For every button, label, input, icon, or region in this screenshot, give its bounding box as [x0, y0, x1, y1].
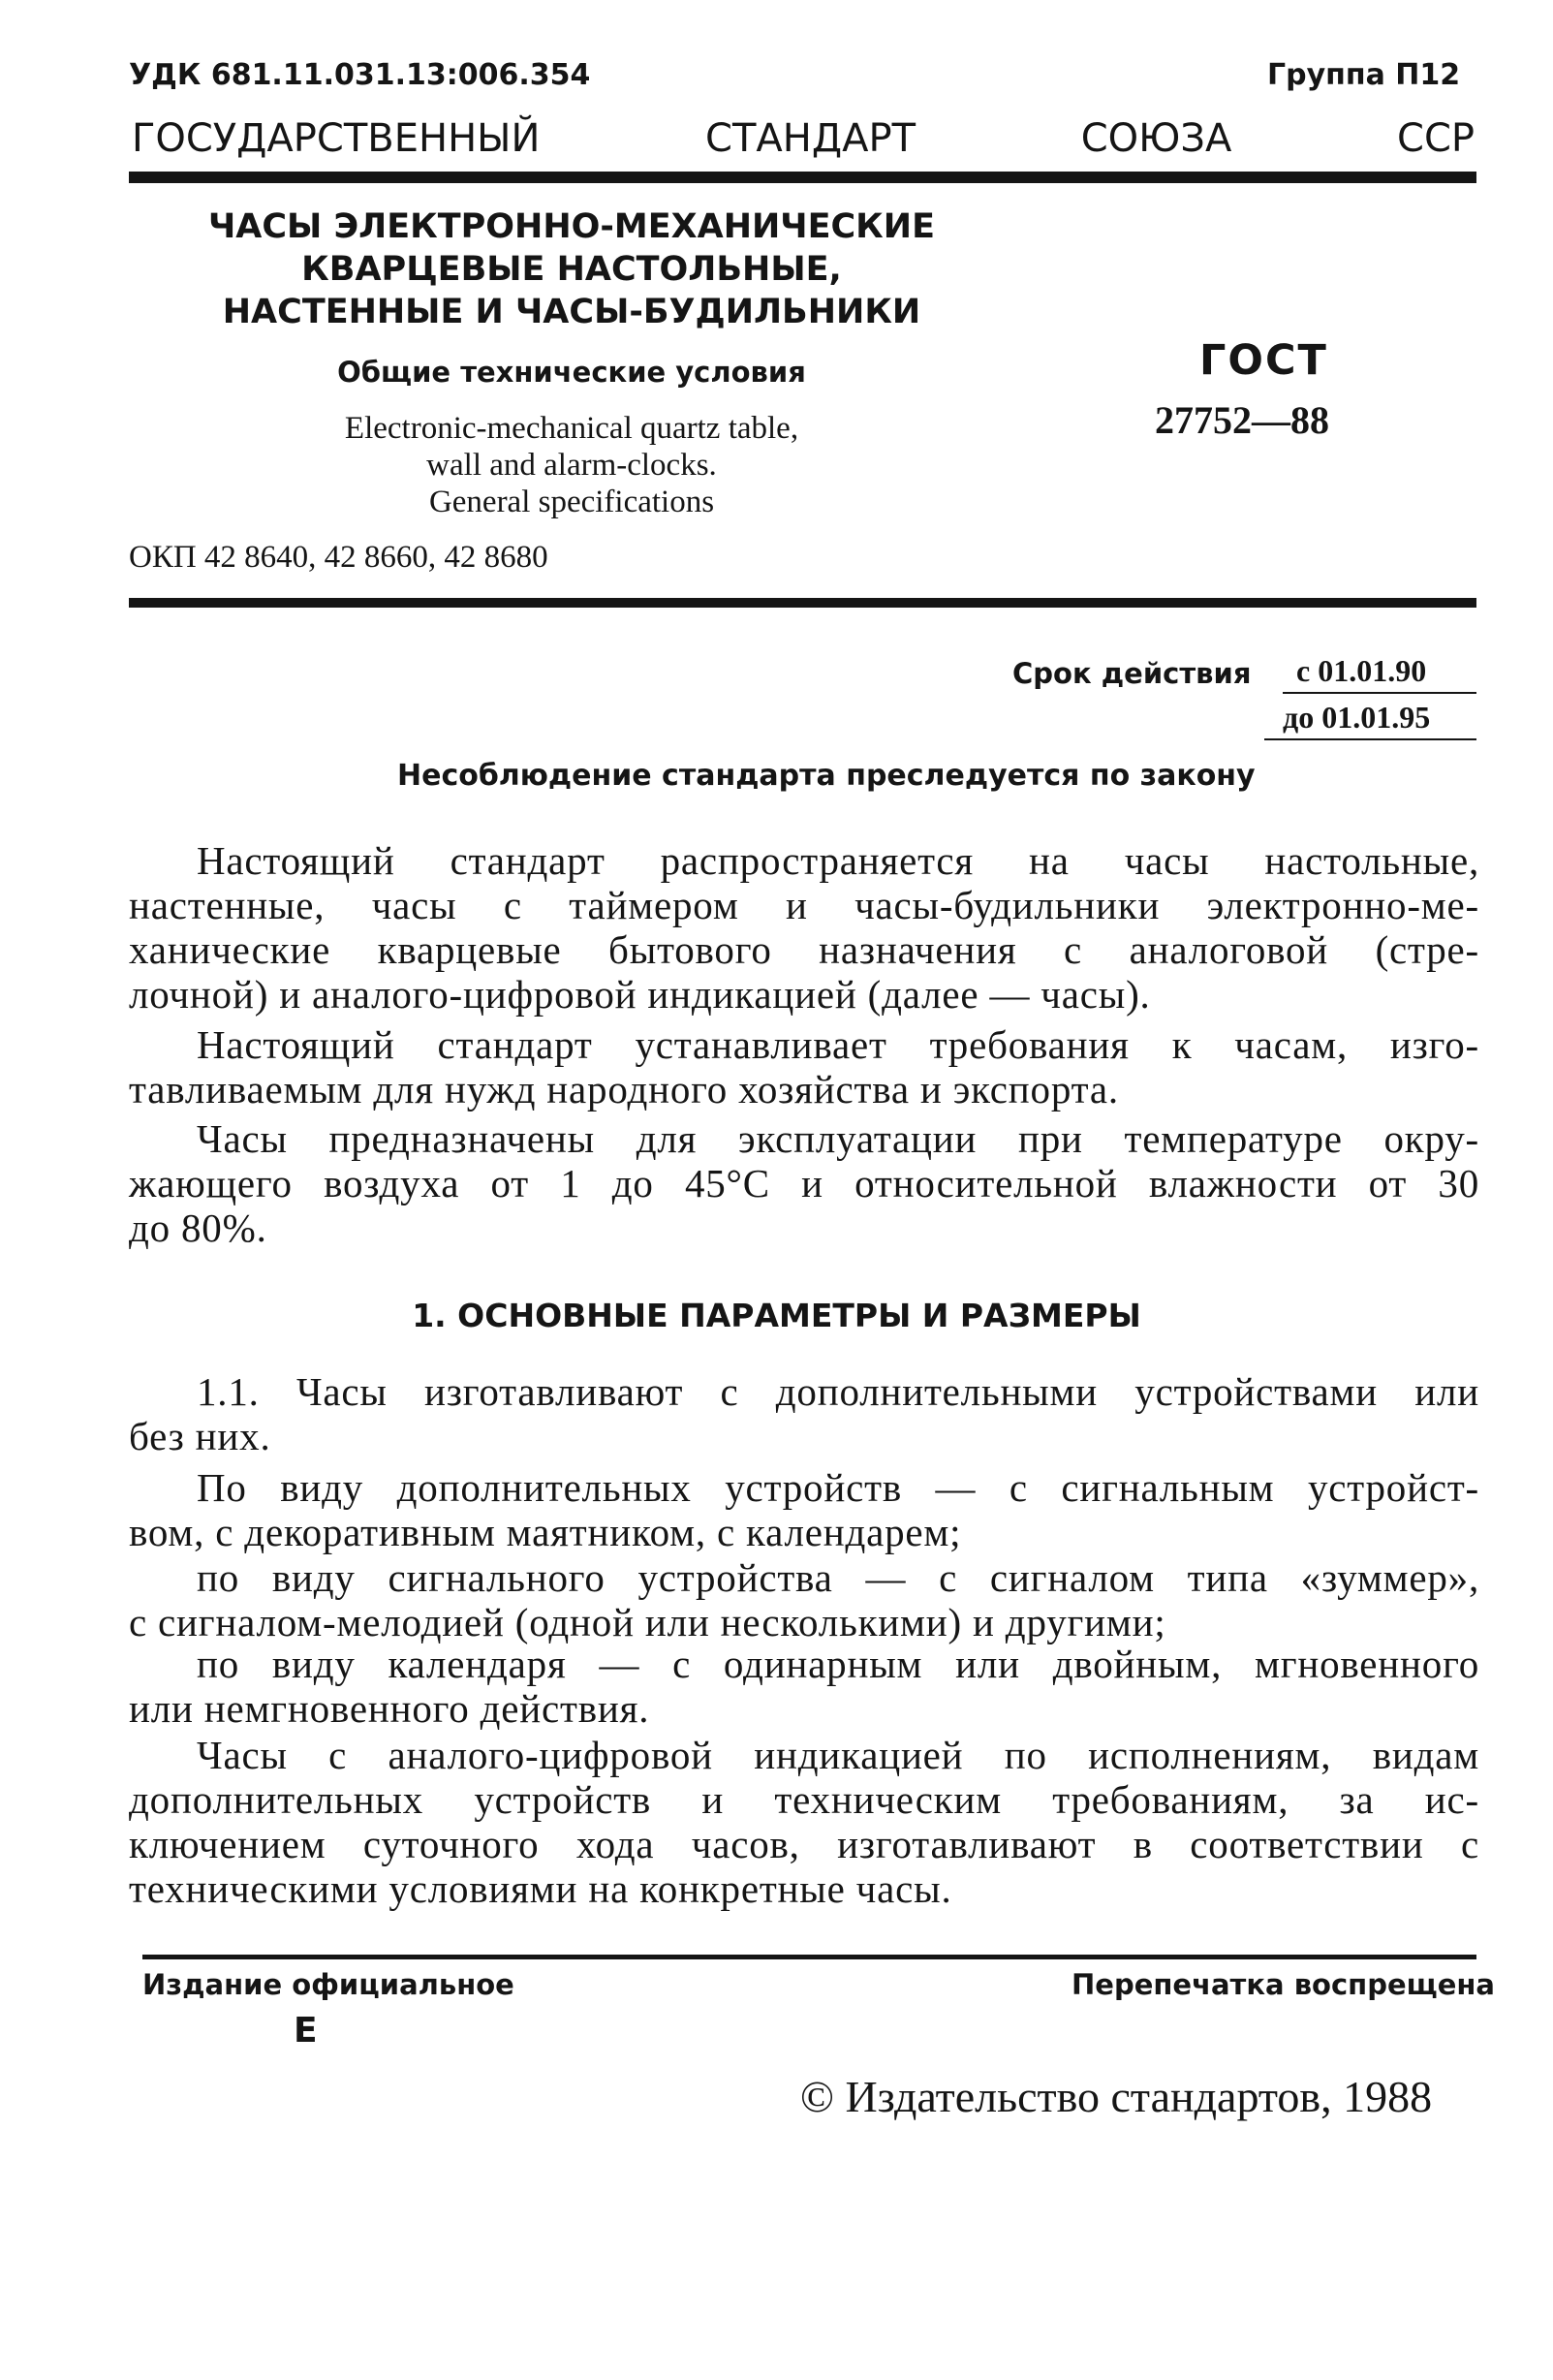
text-line: 1.1. Часы изготавливают с дополнительными устройствами или	[197, 1369, 1479, 1414]
title-line-3: НАСТЕННЫЕ И ЧАСЫ-БУДИЛЬНИКИ	[222, 293, 921, 331]
text-line: тавливаемым для нужд народного хозяйства и экспорта.	[129, 1067, 1119, 1112]
title-line-2: КВАРЦЕВЫЕ НАСТОЛЬНЫЕ,	[301, 250, 842, 289]
udk-code: УДК 681.11.031.13:006.354	[129, 58, 591, 92]
title-block	[194, 205, 949, 333]
subtitle: Общие технические условия	[337, 356, 806, 389]
text-line: техническими условиями на конкретные часы.	[129, 1866, 952, 1911]
validity-underline-1	[1283, 692, 1476, 694]
section1-paragraph-5	[129, 1733, 1479, 1911]
section1-paragraph-3	[129, 1555, 1479, 1644]
text-line: Настоящий стандарт устанавливает требования к часам, изго-	[197, 1022, 1479, 1067]
text-line: По виду дополнительных устройств — с сигнальным устройст-	[197, 1465, 1479, 1510]
validity-underline-2	[1264, 738, 1476, 740]
intro-paragraph-2	[129, 1022, 1479, 1112]
reprint-notice: Перепечатка воспрещена	[1072, 1968, 1495, 2001]
gost-label: ГОСТ	[1199, 336, 1328, 385]
validity-to: до 01.01.95	[1283, 700, 1431, 735]
text-line: ключением суточного хода часов, изготавливают в соответствии с	[129, 1822, 1479, 1866]
english-title	[194, 410, 949, 520]
gost-number: 27752—88	[1155, 398, 1329, 442]
text-line: по виду сигнального устройства — с сигналом типа «зуммер»,	[197, 1555, 1479, 1600]
copyright-notice: © Издательство стандартов, 1988	[800, 2072, 1433, 2121]
intro-paragraph-3	[129, 1116, 1479, 1250]
text-line: Часы с аналого-цифровой индикацией по исполнениям, видам	[197, 1733, 1479, 1777]
text-line: до 80%.	[129, 1206, 267, 1250]
text-line: или немгновенного действия.	[129, 1686, 650, 1731]
english-line-1: Electronic-mechanical quartz table,	[344, 411, 799, 446]
okp-codes: ОКП 42 8640, 42 8660, 42 8680	[129, 540, 548, 575]
header-rule	[129, 172, 1476, 183]
text-line: настенные, часы с таймером и часы-будильники электронно-ме-	[129, 883, 1479, 927]
validity-from: с 01.01.90	[1296, 653, 1427, 688]
section-heading: 1. ОСНОВНЫЕ ПАРАМЕТРЫ И РАЗМЕРЫ	[412, 1297, 1141, 1334]
text-line: с сигналом-мелодией (одной или несколькими) и другими;	[129, 1600, 1166, 1644]
edition-notice: Издание официальное	[142, 1968, 514, 2001]
text-line: вом, с декоративным маятником, с календарем;	[129, 1510, 962, 1554]
validity-label: Срок действия	[1012, 657, 1252, 690]
text-line: лочной) и аналого-цифровой индикацией (далее — часы).	[129, 972, 1151, 1017]
text-line: ханические кварцевые бытового назначения с аналоговой (стре-	[129, 927, 1479, 972]
intro-paragraph-1	[129, 838, 1479, 1017]
text-line: Часы предназначены для эксплуатации при температуре окру-	[197, 1116, 1479, 1161]
section1-paragraph-2	[129, 1465, 1479, 1554]
title-rule	[129, 598, 1476, 608]
text-line: без них.	[129, 1414, 271, 1458]
title-line-1: ЧАСЫ ЭЛЕКТРОННО-МЕХАНИЧЕСКИЕ	[207, 207, 935, 246]
edition-letter: Е	[294, 2011, 318, 2051]
section1-paragraph-1	[129, 1369, 1479, 1458]
text-line: жающего воздуха от 1 до 45°С и относительной влажности от 30	[129, 1161, 1479, 1206]
state-standard-heading: ГОСУДАРСТВЕННЫЙ СТАНДАРТ СОЮЗА ССР	[132, 116, 1475, 161]
legal-notice: Несоблюдение стандарта преследуется по закону	[397, 759, 1256, 793]
footer-rule	[142, 1955, 1476, 1959]
group-code: Группа П12	[1267, 58, 1461, 92]
english-line-2: wall and alarm-clocks.	[426, 448, 717, 483]
section1-paragraph-4	[129, 1642, 1479, 1731]
text-line: Настоящий стандарт распространяется на часы настольные,	[197, 838, 1479, 883]
text-line: по виду календаря — с одинарным или двойным, мгновенного	[197, 1642, 1479, 1686]
text-line: дополнительных устройств и техническим требованиям, за ис-	[129, 1777, 1479, 1822]
english-line-3: General specifications	[428, 485, 715, 519]
